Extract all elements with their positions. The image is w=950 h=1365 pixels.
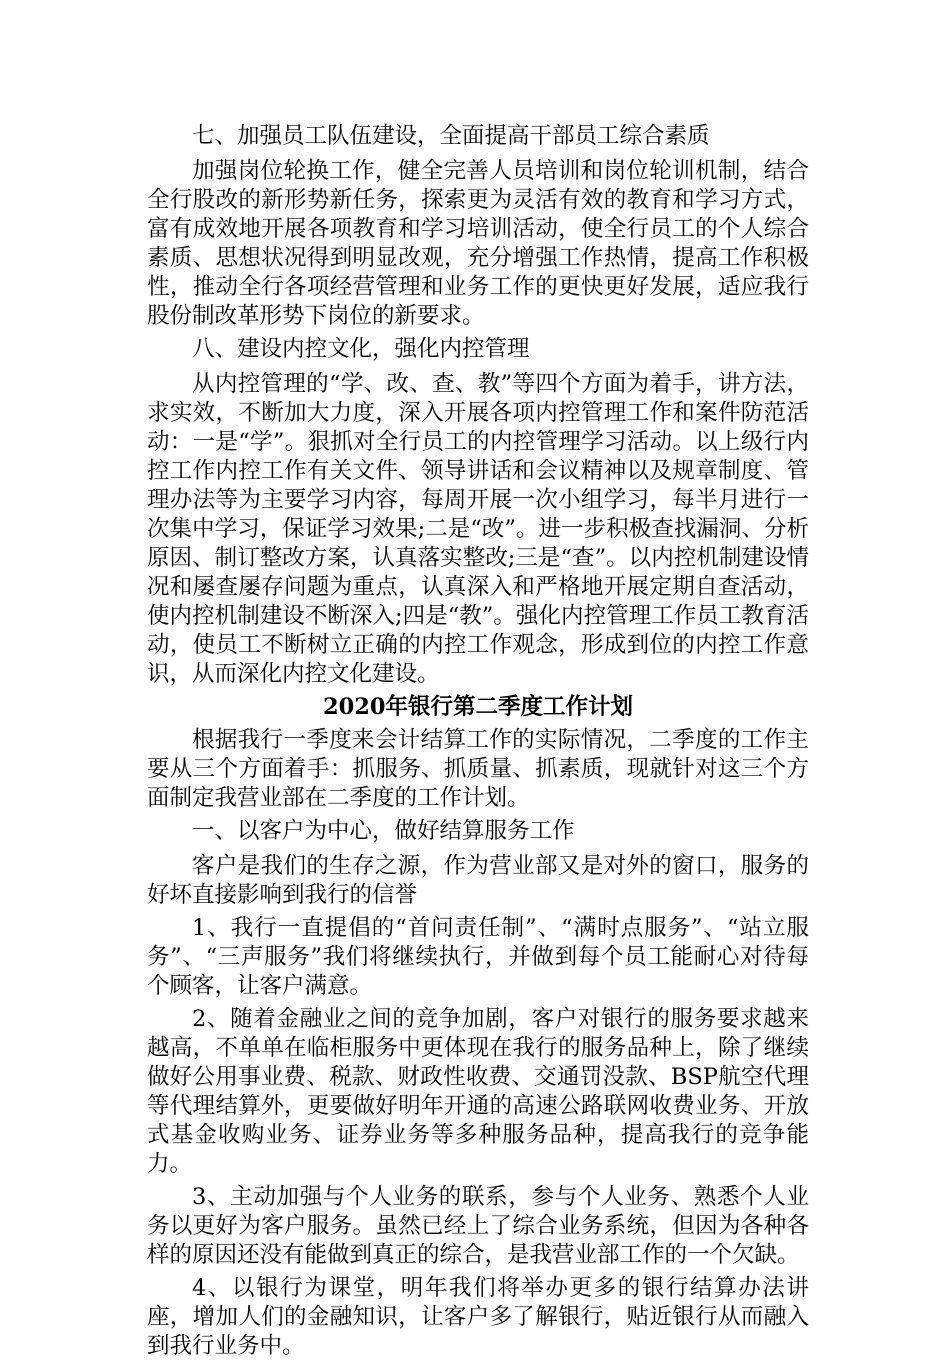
intro-paragraph: 根据我行一季度来会计结算工作的实际情况，二季度的工作主要从三个方面着手：抓服务、抓质量、抓素质，现就针对这三个方面制定我营业部在二季度的工作计划。: [147, 727, 809, 811]
section-heading-8: 八、建设内控文化，强化内控管理: [192, 336, 530, 362]
section-body-8: 从内控管理的“学、改、查、教”等四个方面为着手，讲方法，求实效，不断加大力度，深入开展各项内控管理工作和案件防范活动：一是“学”。狠抓对全行员工的内控管理学习活动。以上级行内控工作内控工作有关文件、领导讲话和会议精神以及规章制度、管理办法等为主要学习内容，每周开展一次小组学习，每半月进行一次集中学习，保证学习效果;二是“改”。进一步积极查找漏洞、分析原因、制订整改方案，认真落实整改;三是“查”。以内控机制建设情况和屡查屡存问题为重点，认真深入和严格地开展定期自查活动，使内控机制建设不断深入;四是“教”。强化内控管理工作员工教育活动，使员工不断树立正确的内控工作观念，形成到位的内控工作意识，从而深化内控文化建设。: [147, 371, 809, 687]
part-heading-1: 一、以客户为中心，做好结算服务工作: [192, 818, 575, 844]
part-intro-1: 客户是我们的生存之源，作为营业部又是对外的窗口，服务的好坏直接影响到我行的信誉: [147, 853, 809, 908]
list-item: 1、我行一直提倡的“首问责任制”、“满时点服务”、“站立服务”、“三声服务”我们将继续执行，并做到每个员工能耐心对待每个顾客，让客户满意。: [147, 915, 809, 999]
section-body-7: 加强岗位轮换工作，健全完善人员培训和岗位轮训机制，结合全行股改的新形势新任务，探索更为灵活有效的教育和学习方式，富有成效地开展各项教育和学习培训活动，使全行员工的个人综合素质、思想状况得到明显改观，充分增强工作热情，提高工作积极性，推动全行各项经营管理和业务工作的更快更好发展，适应我行股份制改革形势下岗位的新要求。: [147, 158, 809, 329]
list-item: 4、以银行为课堂，明年我们将举办更多的银行结算办法讲座，增加人们的金融知识，让客户多了解银行，贴近银行从而融入到我行业务中。: [147, 1275, 809, 1359]
document-page: [147, 122, 809, 1365]
list-item: 2、随着金融业之间的竞争加剧，客户对银行的服务要求越来越高，不单单在临柜服务中更体现在我行的服务品种上，除了继续做好公用事业费、税款、财政性收费、交通罚没款、BSP航空代理等代理结算外，更要做好明年开通的高速公路联网收费业务、开放式基金收购业务、证券业务等多种服务品种，提高我行的竞争能力。: [147, 1006, 809, 1177]
document-title: 2020年银行第二季度工作计划: [322, 694, 634, 720]
section-heading-7: 七、加强员工队伍建设，全面提高干部员工综合素质: [192, 123, 710, 149]
list-item: 3、主动加强与个人业务的联系，参与个人业务、熟悉个人业务以更好为客户服务。虽然已经上了综合业务系统，但因为各种各样的原因还没有能做到真正的综合，是我营业部工作的一个欠缺。: [147, 1184, 809, 1268]
